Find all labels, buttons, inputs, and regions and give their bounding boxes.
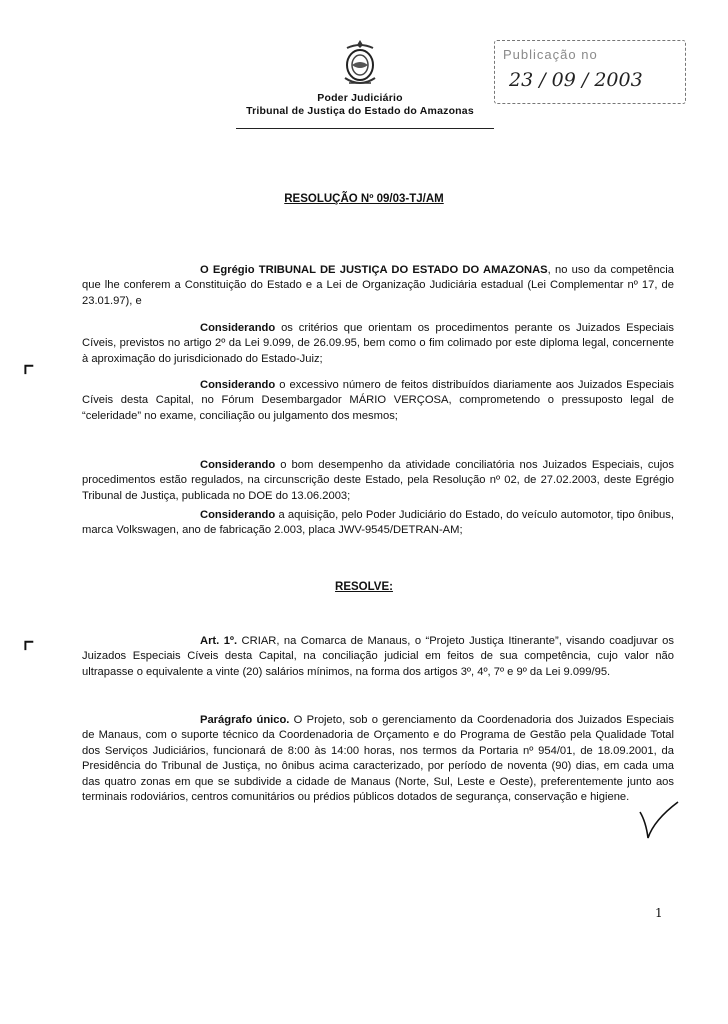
page-number: 1	[655, 906, 663, 920]
considerando-text: o bom desempenho da atividade conciliatória nos Juizados Especiais, cujos procedimentos estão regulados, na circunscrição deste Estado, pela Resolução nº 02, de 27.02.2003, deste Egrégio Tribunal de Justiça, publicada no DOE do 13.06.2003;	[82, 459, 674, 502]
considerando-lead: Considerando	[200, 459, 276, 471]
header-line-2: Tribunal de Justiça do Estado do Amazonas	[246, 105, 474, 117]
paragrafo-unico-lead: Parágrafo único.	[200, 714, 290, 726]
preamble-paragraph	[82, 263, 674, 309]
resolution-title: RESOLUÇÃO Nº 09/03-TJ/AM	[284, 193, 444, 205]
considerando-paragraph	[82, 378, 674, 424]
initials-signature	[634, 798, 684, 842]
letterhead	[230, 38, 490, 117]
considerando-text: a aquisição, pelo Poder Judiciário do Estado, do veículo automotor, tipo ônibus, marca Volkswagen, ano de fabricação 2.003, placa JWV-9545/DETRAN-AM;	[82, 509, 674, 537]
publication-stamp	[494, 40, 686, 104]
considerando-text: os critérios que orientam os procedimentos perante os Juizados Especiais Cíveis, previstos no artigo 2º da Lei 9.099, de 26.09.95, bem como o fim colimado por este diploma legal, concernente à aproximação do jurisdicionado do Estado-Juiz;	[82, 322, 674, 365]
hole-punch-mark: ⌜	[22, 636, 36, 669]
paragrafo-unico-text: O Projeto, sob o gerenciamento da Coordenadoria dos Juizados Especiais de Manaus, com o suporte técnico da Coordenadoria de Orçamento e do Programa de Gestão pela Qualidade Total dos Serviços Judiciários, funcionará de 8:00 às 14:00 horas, nos termos da Portaria nº 954/01, de 18.09.2001, da Presidência do Tribunal de Justiça, no ônibus acima caracterizado, por período de noventa (90) dias, em cada uma das quatro zonas em que se subdivide a cidade de Manaus (Norte, Sul, Leste e Oeste), preferentemente junto aos terminais rodoviários, centros comunitários ou prédios públicos dotados de segurança, conservação e higiene.	[82, 714, 674, 804]
hole-punch-mark: ⌜	[22, 360, 36, 393]
considerando-paragraph	[82, 508, 674, 539]
considerando-text: o excessivo número de feitos distribuídos diariamente aos Juizados Especiais Cíveis desta Capital, no Fórum Desembargador MÁRIO VERÇOSA, comprometendo o pressuposto legal de “celeridade” no exame, conciliação ou julgamento dos mesmos;	[82, 379, 674, 422]
considerando-paragraph	[82, 458, 674, 504]
article-1-paragraph	[82, 634, 674, 680]
header-line-1: Poder Judiciário	[317, 92, 403, 104]
stamp-label: Publicação no	[503, 47, 598, 62]
paragrafo-unico-paragraph	[82, 713, 674, 805]
coat-of-arms-icon	[339, 38, 381, 88]
preamble-text: , no uso da competência que lhe conferem a Constituição do Estado e a Lei de Organização Judiciária estadual (Lei Complementar nº 17, de 23.01.97), e	[82, 264, 674, 307]
considerando-lead: Considerando	[200, 379, 276, 391]
considerando-paragraph	[82, 321, 674, 367]
considerando-lead: Considerando	[200, 509, 276, 521]
preamble-lead: O Egrégio TRIBUNAL DE JUSTIÇA DO ESTADO DO AMAZONAS	[200, 264, 548, 276]
stamp-date: 23 / 09 / 2003	[509, 69, 643, 91]
considerando-lead: Considerando	[200, 322, 276, 334]
header-divider	[236, 128, 494, 129]
article-1-text: CRIAR, na Comarca de Manaus, o “Projeto Justiça Itinerante”, visando coadjuvar os Juizados Especiais Cíveis desta Capital, na conciliação judicial em feitos de sua competência, cujo valor não ultrapasse o equivalente a vinte (20) salários mínimos, na forma dos artigos 3º, 4º, 7º e 9º da Lei 9.099/95.	[82, 635, 674, 678]
article-1-lead: Art. 1º.	[200, 635, 238, 647]
resolve-heading: RESOLVE:	[335, 581, 393, 593]
